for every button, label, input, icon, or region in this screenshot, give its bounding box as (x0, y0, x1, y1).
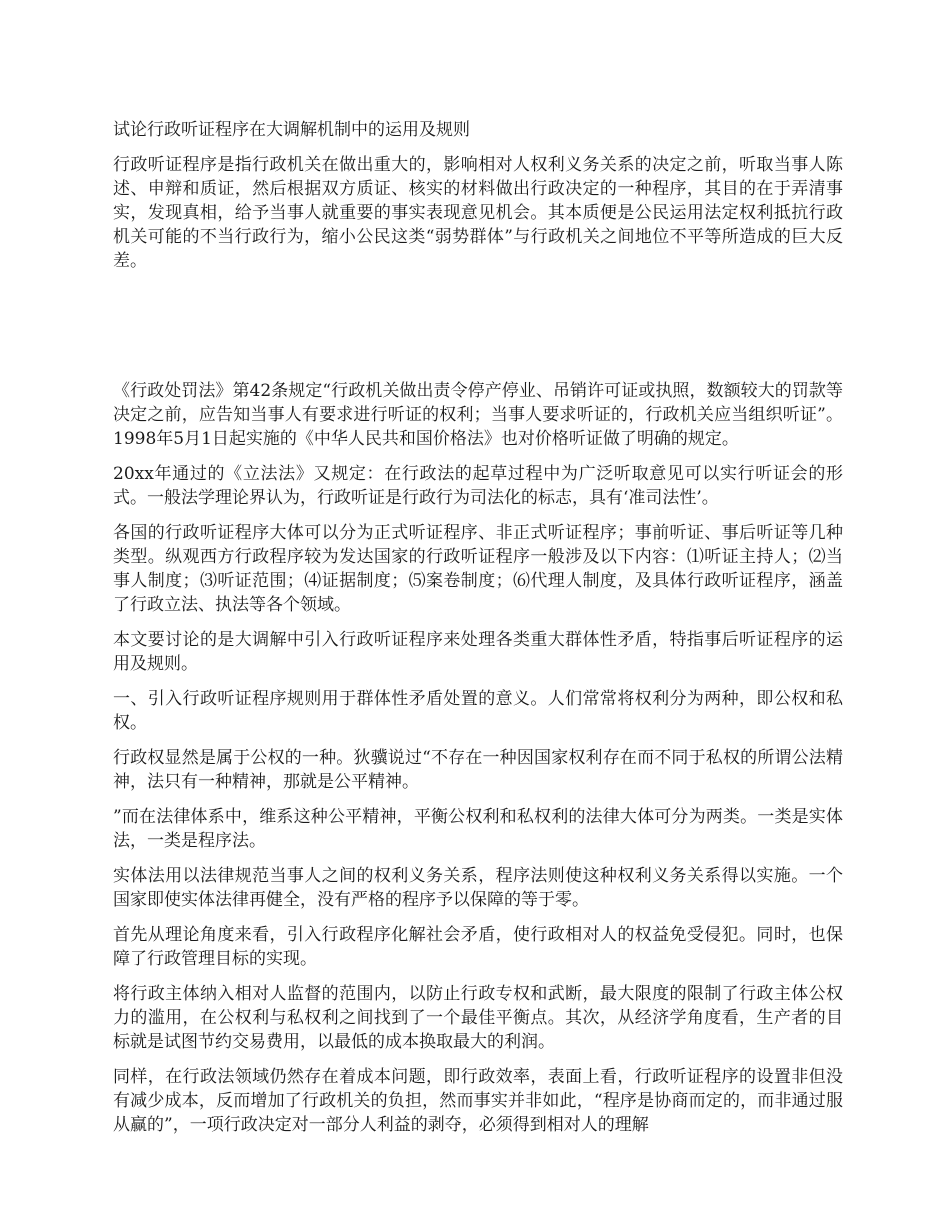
paragraph: 《行政处罚法》第42条规定“行政机关做出责令停产停业、吊销许可证或执照，数额较大的罚款等决定之前，应告知当事人有要求进行听证的权利；当事人要求听证的，行政机关应当组织听证”。1998年5月1日起实施的《中华人民共和国价格法》也对价格听证做了明确的规定。 (113, 381, 843, 449)
paragraph: 各国的行政听证程序大体可以分为正式听证程序、非正式听证程序；事前听证、事后听证等几种类型。纵观西方行政程序较为发达国家的行政听证程序一般涉及以下内容：⑴听证主持人；⑵当事人制度；⑶听证范围；⑷证据制度；⑸案卷制度；⑹代理人制度，及具体行政听证程序，涵盖了行政立法、执法等各个领域。 (113, 523, 843, 615)
paragraph: 实体法用以法律规范当事人之间的权利义务关系，程序法则使这种权利义务关系得以实施。一个国家即使实体法律再健全，没有严格的程序予以保障的等于零。 (113, 866, 843, 910)
paragraph: 行政权显然是属于公权的一种。狄骥说过“不存在一种因国家权利存在而不同于私权的所谓公法精神，法只有一种精神，那就是公平精神。 (113, 748, 843, 792)
blank-space (113, 284, 843, 379)
paragraph: 本文要讨论的是大调解中引入行政听证程序来处理各类重大群体性矛盾，特指事后听证程序的运用及规则。 (113, 630, 843, 674)
paragraph: ”而在法律体系中，维系这种公平精神，平衡公权利和私权利的法律大体可分为两类。一类是实体法，一类是程序法。 (113, 807, 843, 851)
document-body (113, 118, 843, 1148)
intro-paragraph: 行政听证程序是指行政机关在做出重大的，影响相对人权利义务关系的决定之前，听取当事人陈述、申辩和质证，然后根据双方质证、核实的材料做出行政决定的一种程序，其目的在于弄清事实，发现真相，给予当事人就重要的事实表现意见机会。其本质便是公民运用法定权利抵抗行政机关可能的不当行政行为，缩小公民这类“弱势群体”与行政机关之间地位不平等所造成的巨大反差。 (113, 155, 843, 271)
paragraph: 20xx年通过的《立法法》又规定：在行政法的起草过程中为广泛听取意见可以实行听证会的形式。一般法学理论界认为，行政听证是行政行为司法化的标志，具有‘准司法性’。 (113, 464, 843, 508)
document-title: 试论行政听证程序在大调解机制中的运用及规则 (113, 120, 470, 140)
paragraph: 首先从理论角度来看，引入行政程序化解社会矛盾，使行政相对人的权益免受侵犯。同时，也保障了行政管理目标的实现。 (113, 925, 843, 969)
paragraph: 一、引入行政听证程序规则用于群体性矛盾处置的意义。人们常常将权利分为两种，即公权和私权。 (113, 689, 843, 733)
paragraph: 同样，在行政法领域仍然存在着成本问题，即行政效率，表面上看，行政听证程序的设置非但没有减少成本，反而增加了行政机关的负担，然而事实并非如此，“程序是协商而定的，而非通过服从赢的”，一项行政决定对一部分人利益的剥夺，必须得到相对人的理解 (113, 1067, 843, 1135)
paragraph: 将行政主体纳入相对人监督的范围内，以防止行政专权和武断，最大限度的限制了行政主体公权力的滥用，在公权利与私权利之间找到了一个最佳平衡点。其次，从经济学角度看，生产者的目标就是试图节约交易费用，以最低的成本换取最大的利润。 (113, 984, 843, 1052)
